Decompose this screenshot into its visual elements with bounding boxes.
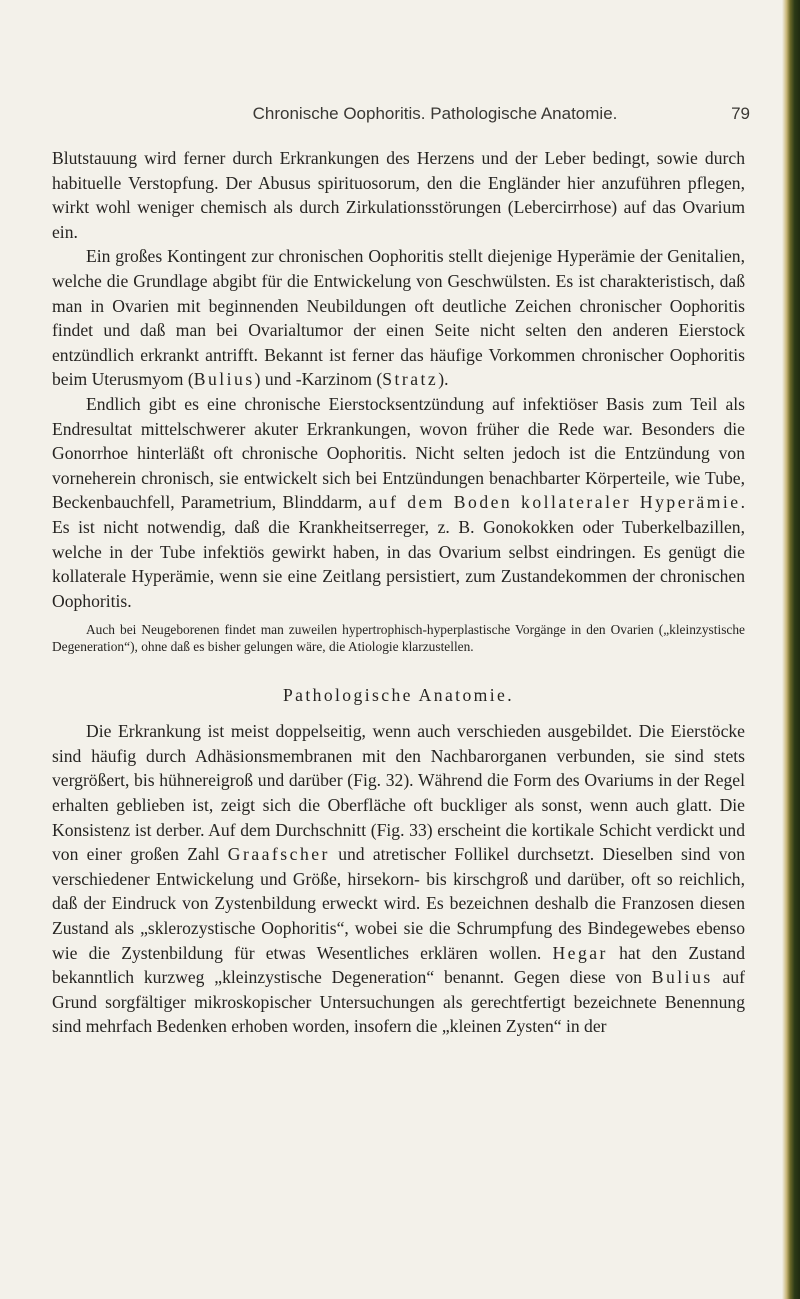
paragraph-1-text: Blutstauung wird ferner durch Erkrankungen des Herzens und der Leber bedingt, sowie durch habituelle Verstopfung. Der Abusus spirituosorum, den die Engländer hier anzuführen pflegen, wirkt wohl weniger chemisch als durch Zirkulationsstörungen (Lebercirrhose) auf das Ovarium ein.	[52, 148, 745, 242]
paragraph-4-text-b: und atretischer Follikel durchsetzt. Dieselben sind von verschiedener Entwickelung und Größe, hirsekorn- bis kirschgroß und darüber, oft so reichlich, daß der Eindruck von Zystenbildung erweckt wird. Es bezeichnen deshalb die Franzosen diesen Zustand als „sklerozystische Oophoritis“, wobei sie die Schrumpfung des Bindegewebes ebenso wie die Zystenbildung für etwas Wesentliches erklären wollen.	[52, 844, 745, 963]
paragraph-2-text-a: Ein großes Kontingent zur chronischen Oophoritis stellt diejenige Hyperämie der Genitalien, welche die Grundlage abgibt für die Entwickelung von Geschwülsten. Es ist charakteristisch, daß man in Ovarien mit beginnenden Neubildungen oft deutliche Zeichen chronischer Oophoritis findet und daß man bei Ovarialtumor der einen Seite nicht selten den anderen Eierstock entzündlich erkrankt antrifft. Bekannt ist ferner das häufige Vorkommen chronischer Oophoritis beim Uterusmyom (	[52, 246, 745, 390]
paragraph-2-text-b: ) und -Karzinom (	[254, 369, 383, 390]
footnote-paragraph	[52, 621, 745, 655]
paragraph-2	[52, 244, 745, 392]
paragraph-3	[52, 392, 745, 613]
paragraph-4-text-a: Die Erkrankung ist meist doppelseitig, wenn auch verschieden ausgebildet. Die Eierstöcke sind häufig durch Adhäsionsmembranen mit den Nachbarorganen verbunden, sie sind stets vergrößert, bis hühnereigroß und darüber (Fig. 32). Während die Form des Ovariums in der Regel erhalten geblieben ist, zeigt sich die Oberfläche oft buckliger als sonst, wenn auch glatt. Die Konsistenz ist derber. Auf dem Durchschnitt (Fig. 33) erscheint die kortikale Schicht verdickt und von einer großen Zahl	[52, 721, 745, 865]
author-bulius: Bulius	[193, 369, 255, 390]
paragraph-4-text-d: auf Grund sorgfältiger mikroskopischer Untersuchungen als gerechtfertigt bezeichnete Benennung sind mehrfach Bedenken erhoben worden, insofern die „kleinen Zysten“ in der	[52, 967, 745, 1037]
running-header	[120, 104, 750, 124]
term-graafscher: Graafscher	[227, 844, 330, 865]
body-text	[52, 146, 745, 1039]
author-hegar: Hegar	[552, 942, 608, 963]
paragraph-3-text-b: . Es ist nicht notwendig, daß die Krankheitserreger, z. B. Gonokokken oder Tuberkelbazillen, welche in der Tube infektiös gewirkt haben, in das Ovarium selbst eindringen. Es genügt die kollaterale Hyperämie, wenn sie eine Zeitlang persistiert, zum Zustandekommen der chronischen Oophoritis.	[52, 492, 745, 611]
page-number: 79	[731, 104, 750, 123]
footnote-text: Auch bei Neugeborenen findet man zuweilen hypertrophisch-hyperplastische Vorgänge in den Ovarien („kleinzystische Degeneration“), ohne daß es bisher gelungen wäre, die Atiologie klarzustellen.	[52, 622, 745, 655]
emphasis-kollaterale-hyperaemie: auf dem Boden kollateraler Hyperämie	[368, 492, 741, 513]
author-stratz: Stratz	[382, 369, 439, 390]
running-title: Chronische Oophoritis. Pathologische Anatomie.	[252, 104, 618, 123]
page-edge-binding	[782, 0, 800, 1299]
paragraph-3-text-a: Endlich gibt es eine chronische Eierstocksentzündung auf infektiöser Basis zum Teil als Endresultat mittelschwerer akuter Erkrankungen, wovon früher die Rede war. Besonders die Gonorrhoe hinterläßt oft chronische Oophoritis. Nicht selten jedoch ist die Entzündung von vorneherein chronisch, sie entwickelt sich bei Entzündungen benachbarter Körperteile, wie Tube, Beckenbauchfell, Parametrium, Blinddarm,	[52, 393, 745, 513]
author-bulius-2: Bulius	[651, 967, 713, 988]
paragraph-2-text-c: ).	[438, 369, 449, 390]
paragraph-4	[52, 719, 745, 1039]
section-heading: Pathologische Anatomie.	[282, 684, 515, 705]
paragraph-4-text-c: hat den Zustand bekanntlich kurzweg „kleinzystische Degeneration“ benannt. Gegen diese von	[52, 942, 746, 988]
paragraph-1	[52, 146, 745, 244]
